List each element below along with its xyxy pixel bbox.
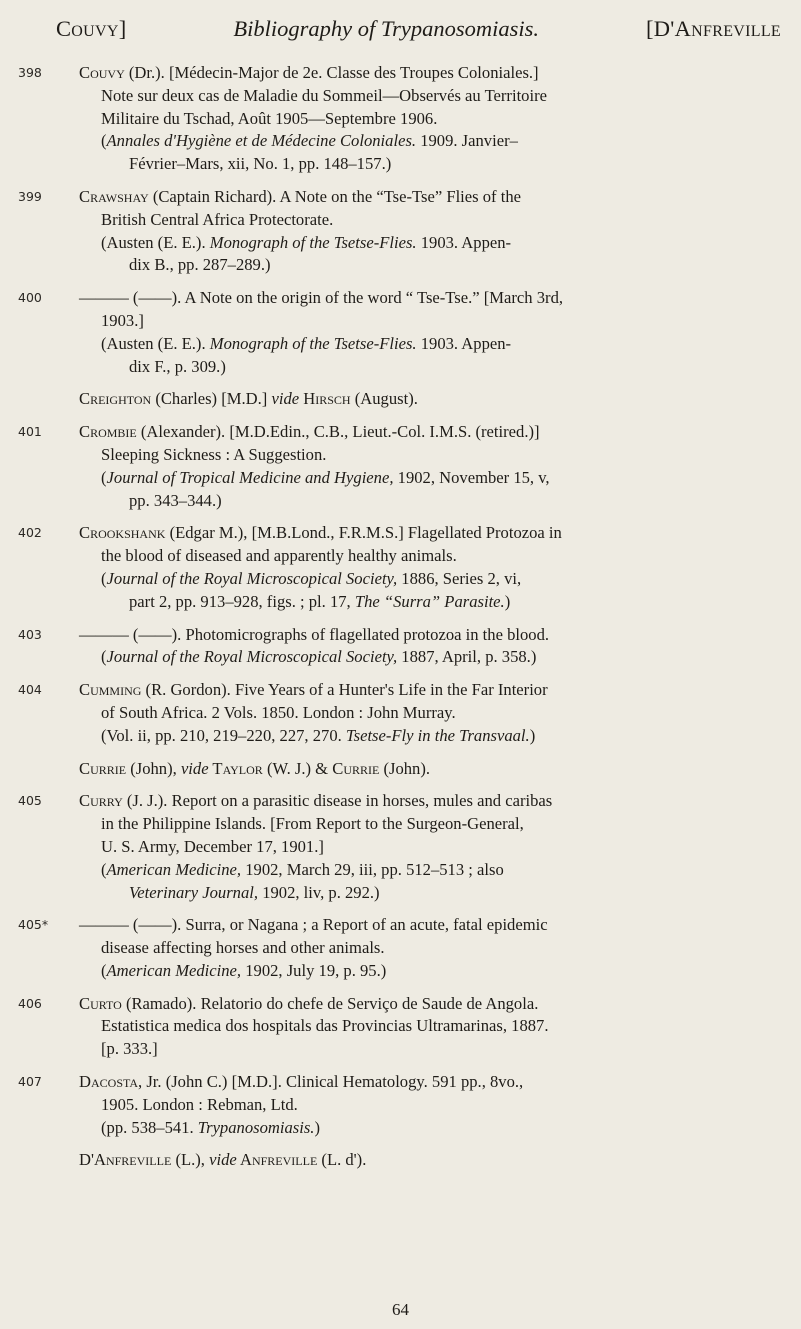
line-text: (L. d'). xyxy=(317,1150,367,1170)
line-text: (Vol. ii, pp. 210, 219–220, 227, 270. xyxy=(101,725,346,745)
line-text: ( xyxy=(101,467,107,487)
entry-line xyxy=(79,725,777,748)
line-text: ——— (——). A Note on the origin of the word “ Tse-Tse.” [March 3rd, xyxy=(79,288,564,308)
entry-line xyxy=(79,1149,777,1172)
entry-line xyxy=(79,130,777,153)
line-text: Estatistica medica dos hospitals das Provincias Ultramarinas, 1887. xyxy=(101,1016,549,1036)
line-text: part 2, pp. 913–928, figs. ; pl. 17, xyxy=(129,591,355,611)
bibliography-entry xyxy=(0,993,801,1061)
entry-line xyxy=(79,186,777,209)
bibliography-entry xyxy=(0,914,801,982)
italic-text: vide xyxy=(271,389,300,409)
line-text: ( xyxy=(101,647,107,667)
header-left: Couvy] xyxy=(56,16,127,41)
bibliography-entry xyxy=(0,421,801,512)
line-text: (John), xyxy=(126,758,181,778)
author-name: Cumming xyxy=(79,680,142,700)
line-text: (Captain Richard). A Note on the “Tse-Tse” Flies of the xyxy=(148,186,522,206)
entry-line xyxy=(79,254,777,277)
entry-line xyxy=(79,882,777,905)
line-text: 1887, April, p. 358.) xyxy=(397,647,537,667)
line-text: (J. J.). Report on a parasitic disease in horses, mules and caribas xyxy=(122,791,553,811)
entry-line xyxy=(79,85,777,108)
entry-line xyxy=(79,1094,777,1117)
entry-line xyxy=(79,153,777,176)
entry-line xyxy=(79,356,777,379)
entry-line xyxy=(79,62,777,85)
line-text: 1903.] xyxy=(101,310,144,330)
entry-line xyxy=(79,209,777,232)
line-text: ) xyxy=(529,725,536,745)
entry-line xyxy=(79,836,777,859)
entry-line xyxy=(79,444,777,467)
line-text: ( xyxy=(101,131,107,151)
author-name: Currie xyxy=(79,758,127,778)
entry-line xyxy=(79,490,777,513)
bibliography-entry xyxy=(0,62,801,176)
entry-number: 407 xyxy=(18,1074,42,1090)
entry-line xyxy=(79,937,777,960)
line-text: ) xyxy=(504,591,511,611)
bibliography-entry xyxy=(0,287,801,378)
italic-text: American Medicine, xyxy=(106,960,242,980)
line-text: (John). xyxy=(379,758,431,778)
entry-line xyxy=(79,421,777,444)
italic-text: Monograph of the Tsetse-Flies. xyxy=(209,232,417,252)
entry-line xyxy=(79,310,777,333)
entry-line xyxy=(79,1038,777,1061)
line-text: Février–Mars, xii, No. 1, pp. 148–157.) xyxy=(129,154,392,174)
line-text: Sleeping Sickness : A Suggestion. xyxy=(101,444,327,464)
line-text: ) xyxy=(314,1117,320,1137)
entry-number: 405* xyxy=(18,917,49,933)
author-name: Curto xyxy=(79,993,122,1013)
italic-text: Journal of Tropical Medicine and Hygiene, xyxy=(106,467,394,487)
italic-text: Journal of the Royal Microscopical Society, xyxy=(106,647,398,667)
italic-text: Trypanosomiasis. xyxy=(197,1117,315,1137)
entry-number: 404 xyxy=(18,682,42,698)
line-text: U. S. Army, December 17, 1901.] xyxy=(101,836,324,856)
italic-text: American Medicine, xyxy=(106,859,242,879)
author-name: Couvy xyxy=(79,63,125,82)
entry-line xyxy=(79,1117,777,1140)
line-text: Militaire du Tschad, Août 1905—Septembre 1906. xyxy=(101,108,438,128)
italic-text: vide xyxy=(209,1150,237,1170)
line-text: (Alexander). [M.D.Edin., C.B., Lieut.-Col. I.M.S. (retired.)] xyxy=(136,422,540,442)
entry-line xyxy=(79,522,777,545)
header-title: Bibliography of Trypanosomiasis. xyxy=(233,16,540,41)
entry-line xyxy=(79,813,777,836)
author-name: Creighton xyxy=(79,389,152,409)
entry-line xyxy=(79,467,777,490)
line-text: , Jr. (John C.) [M.D.]. Clinical Hematology. 591 pp., 8vo., xyxy=(138,1072,524,1092)
line-text: (Charles) [M.D.] xyxy=(151,389,272,409)
entry-line xyxy=(79,914,777,937)
bibliography-entry xyxy=(0,758,801,781)
author-name: Curry xyxy=(79,791,123,811)
bibliography-entry xyxy=(0,522,801,613)
entry-number: 403 xyxy=(18,626,42,642)
italic-text: vide xyxy=(180,758,209,778)
italic-text: Journal of the Royal Microscopical Society, xyxy=(106,568,398,588)
bibliography-entry xyxy=(0,388,801,411)
line-text: ( xyxy=(101,859,107,879)
entry-line xyxy=(79,624,777,647)
author-name: D'Anfreville xyxy=(79,1150,172,1170)
line-text: [p. 333.] xyxy=(101,1039,158,1059)
entry-line xyxy=(79,993,777,1016)
line-text: 1902, November 15, v, xyxy=(393,467,550,487)
author-name: Crawshay xyxy=(79,186,149,206)
line-text: 1902, March 29, iii, pp. 512–513 ; also xyxy=(241,859,504,879)
entry-number: 406 xyxy=(18,995,42,1011)
italic-text: Veterinary Journal, xyxy=(129,882,259,902)
entry-line xyxy=(79,568,777,591)
line-text: (Dr.). [Médecin-Major de 2e. Classe des Troupes Coloniales.] xyxy=(124,63,539,82)
bibliography-entry xyxy=(0,1149,801,1172)
line-text: (Edgar M.), [M.B.Lond., F.R.M.S.] Flagellated Protozoa in xyxy=(165,523,562,543)
entry-line xyxy=(79,702,777,725)
line-text: ( xyxy=(101,568,107,588)
entry-line xyxy=(79,333,777,356)
line-text: (L.), xyxy=(171,1150,210,1170)
entry-number: 400 xyxy=(18,290,42,306)
line-text: Note sur deux cas de Maladie du Sommeil—Observés au Territoire xyxy=(101,85,547,105)
italic-text: Monograph of the Tsetse-Flies. xyxy=(209,333,417,353)
line-text: disease affecting horses and other animals. xyxy=(101,938,385,958)
bibliography-entry xyxy=(0,624,801,670)
line-text: 1902, liv, p. 292.) xyxy=(258,882,380,902)
entry-line xyxy=(79,108,777,131)
entry-line xyxy=(79,679,777,702)
author-name: Anfreville xyxy=(236,1150,318,1170)
italic-text: Tsetse-Fly in the Transvaal. xyxy=(345,725,530,745)
entry-line xyxy=(79,859,777,882)
line-text: 1886, Series 2, vi, xyxy=(397,568,522,588)
line-text: 1902, July 19, p. 95.) xyxy=(241,960,387,980)
line-text: (August). xyxy=(350,389,418,409)
line-text: 1905. London : Rebman, Ltd. xyxy=(101,1094,298,1114)
line-text: British Central Africa Protectorate. xyxy=(101,209,334,229)
author-name: Crombie xyxy=(79,422,137,442)
line-text: 1903. Appen- xyxy=(416,333,512,353)
line-text: dix F., p. 309.) xyxy=(129,356,226,376)
line-text: pp. 343–344.) xyxy=(129,490,222,510)
line-text: of South Africa. 2 Vols. 1850. London : John Murray. xyxy=(101,702,456,722)
entry-line xyxy=(79,545,777,568)
entry-line xyxy=(79,388,777,411)
line-text: (R. Gordon). Five Years of a Hunter's Life in the Far Interior xyxy=(141,680,548,700)
line-text: ——— (——). Surra, or Nagana ; a Report of an acute, fatal epidemic xyxy=(79,915,548,935)
entry-line xyxy=(79,591,777,614)
bibliography-entry xyxy=(0,186,801,277)
entry-number: 405 xyxy=(18,793,42,809)
entry-number: 398 xyxy=(18,65,42,80)
author-name: Crookshank xyxy=(79,523,166,543)
running-header xyxy=(56,16,781,50)
line-text: ( xyxy=(101,960,107,980)
line-text: the blood of diseased and apparently healthy animals. xyxy=(101,546,457,566)
entry-line xyxy=(79,646,777,669)
entry-line xyxy=(79,232,777,255)
line-text: 1909. Janvier– xyxy=(416,131,518,151)
bibliography-entry xyxy=(0,790,801,904)
entry-line xyxy=(79,790,777,813)
entry-line xyxy=(79,1071,777,1094)
entry-line xyxy=(79,287,777,310)
author-name: Taylor xyxy=(208,758,263,778)
bibliography-entry xyxy=(0,1071,801,1139)
line-text: (Austen (E. E.). xyxy=(101,333,210,353)
bibliography-entry xyxy=(0,679,801,747)
author-name: Currie xyxy=(332,758,380,778)
line-text: (Ramado). Relatorio do chefe de Serviço de Saude de Angola. xyxy=(121,993,539,1013)
entry-line xyxy=(79,960,777,983)
author-name: Hirsch xyxy=(299,389,351,409)
entry-number: 402 xyxy=(18,525,42,541)
line-text: (W. J.) & xyxy=(262,758,333,778)
entry-line xyxy=(79,1015,777,1038)
entry-number: 401 xyxy=(18,424,42,440)
entry-number: 399 xyxy=(18,188,42,204)
header-right: [D'Anfreville xyxy=(645,16,781,41)
bibliography-entries xyxy=(0,62,801,1182)
entry-line xyxy=(79,758,777,781)
line-text: 1903. Appen- xyxy=(416,232,512,252)
author-name: Dacosta xyxy=(79,1072,139,1092)
page-number: 64 xyxy=(392,1300,409,1319)
italic-text: The “Surra” Parasite. xyxy=(354,591,505,611)
line-text: dix B., pp. 287–289.) xyxy=(129,255,271,275)
line-text: in the Philippine Islands. [From Report to the Surgeon-General, xyxy=(101,814,524,834)
line-text: (pp. 538–541. xyxy=(101,1117,198,1137)
line-text: (Austen (E. E.). xyxy=(101,232,210,252)
italic-text: Annales d'Hygiène et de Médecine Coloniales. xyxy=(106,131,417,151)
line-text: ——— (——). Photomicrographs of flagellated protozoa in the blood. xyxy=(79,624,550,644)
